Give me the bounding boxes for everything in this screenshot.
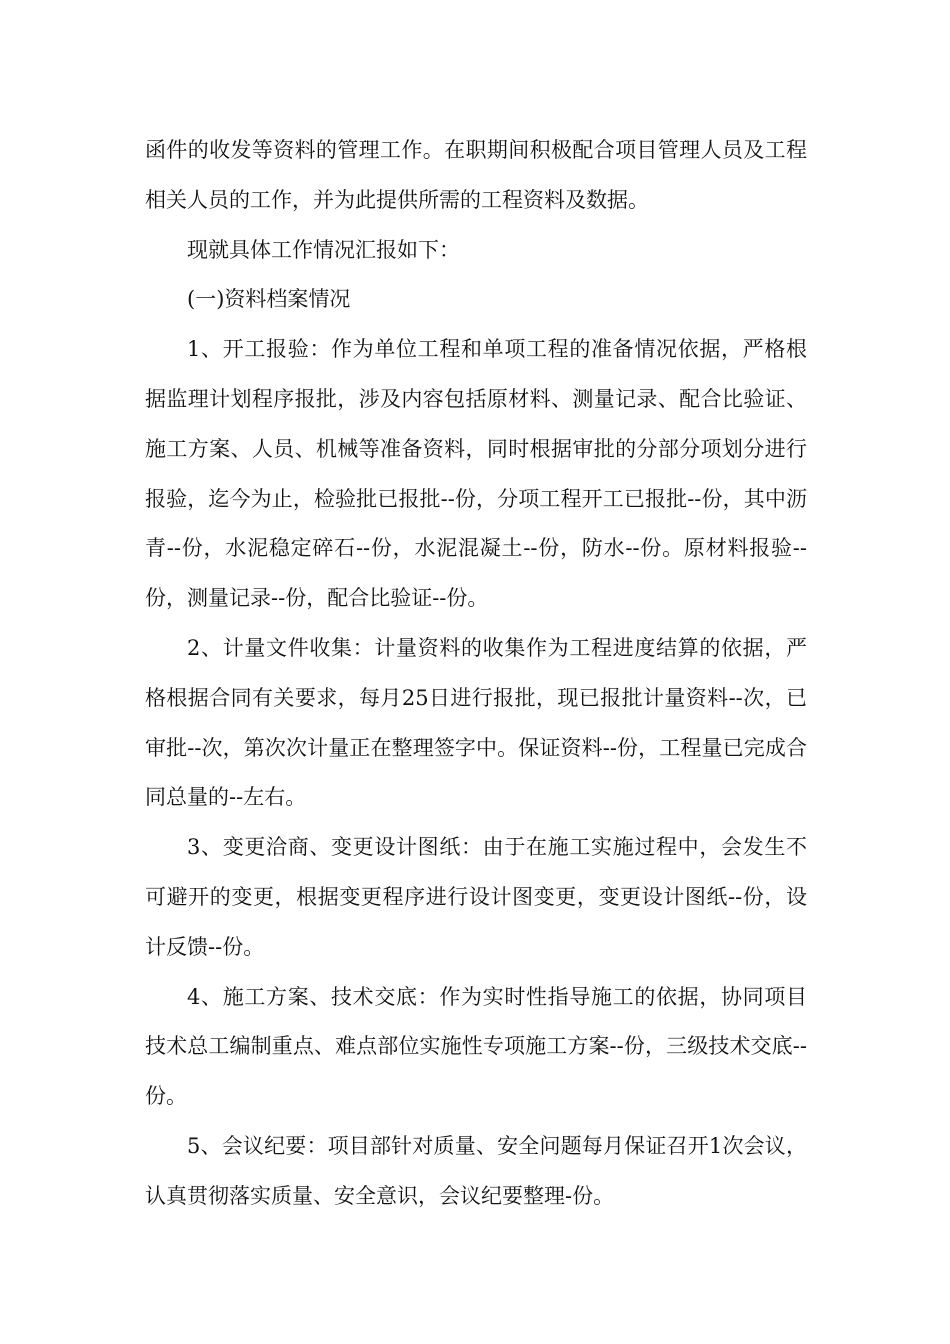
paragraph-item-2: 2、计量文件收集：计量资料的收集作为工程进度结算的依据，严格根据合同有关要求，每月25日进行报批，现已报批计量资料--次，已审批--次，第次次计量正在整理签字中。保证资料--份，工程量已完成合同总量的--左右。 [145,635,807,810]
paragraph-item-4: 4、施工方案、技术交底：作为实时性指导施工的依据，协同项目技术总工编制重点、难点部位实施性专项施工方案--份，三级技术交底--份。 [145,984,807,1109]
paragraph-item-3: 3、变更洽商、变更设计图纸：由于在施工实施过程中，会发生不可避开的变更，根据变更程序进行设计图变更，变更设计图纸--份，设计反馈--份。 [145,835,807,959]
document-body [145,126,807,1222]
paragraph-continuation: 函件的收发等资料的管理工作。在职期间积极配合项目管理人员及工程相关人员的工作，并为此提供所需的工程资料及数据。 [145,138,807,212]
paragraph-item-1: 1、开工报验：作为单位工程和单项工程的准备情况依据，严格根据监理计划程序报批，涉及内容包括原材料、测量记录、配合比验证、施工方案、人员、机械等准备资料，同时根据审批的分部分项划分进行报验，迄今为止，检验批已报批--份，分项工程开工已报批--份，其中沥青--份，水泥稳定碎石--份，水泥混凝土--份，防水--份。原材料报验--份，测量记录--份，配合比验证--份。 [145,337,807,611]
section-heading: (一)资料档案情况 [187,287,351,312]
paragraph-intro: 现就具体工作情况汇报如下： [187,237,460,262]
paragraph-item-5: 5、会议纪要：项目部针对质量、安全问题每月保证召开1次会议，认真贯彻落实质量、安全意识，会议纪要整理-份。 [145,1133,807,1208]
